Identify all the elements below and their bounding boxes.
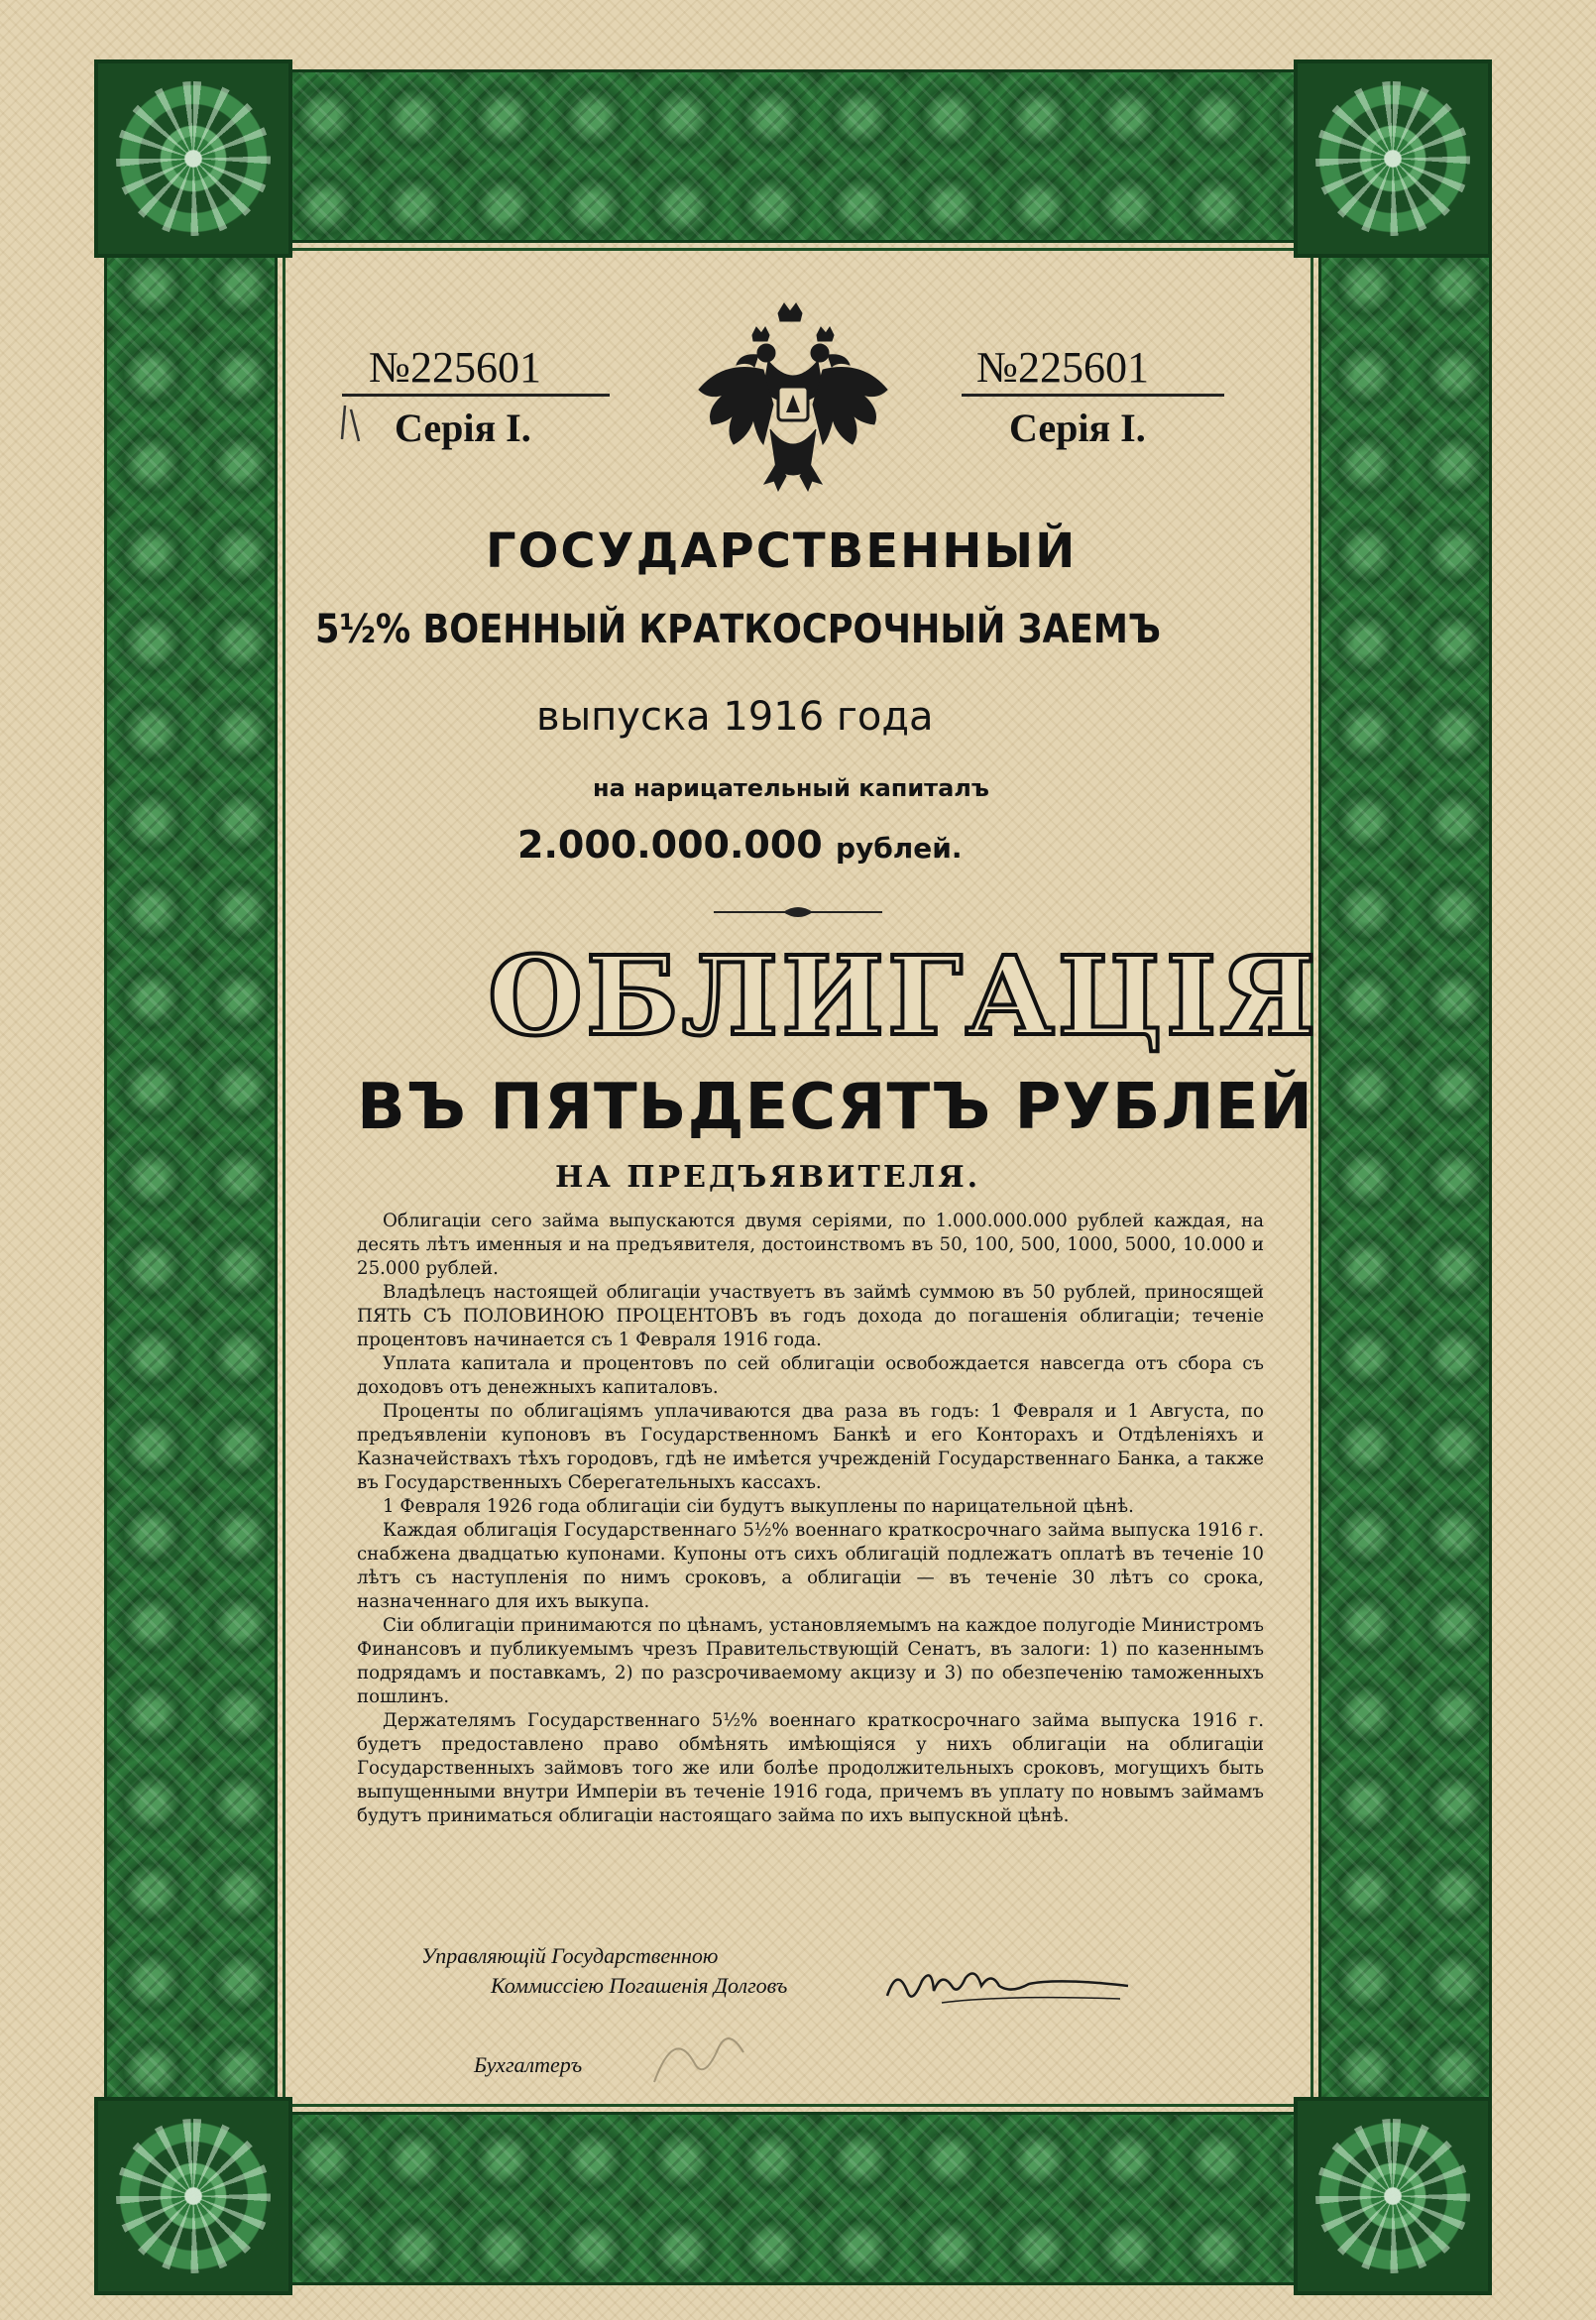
rosette-icon (1294, 59, 1492, 258)
bearer-label: НА ПРЕДЪЯВИТЕЛЯ. (555, 1160, 981, 1195)
rosette-icon (1294, 2097, 1492, 2295)
terms-paragraph: Каждая облигація Государственнаго 5½% военнаго краткосрочнаго займа выпуска 1916 г. снабжена двадцатью купонами. Купоны отъ сихъ облигацій подлежатъ оплатѣ въ теченіе 10 лѣтъ съ наступленія по нимъ сроковъ, а облигаціи — въ теченіе 30 лѣтъ со срока, назначеннаго для ихъ выкупа. (357, 1520, 1264, 1612)
double-headed-eagle-icon (689, 295, 897, 504)
signature-icon (882, 1961, 1140, 2011)
terms-text (357, 1210, 1264, 1828)
signature-label-accountant: Бухгалтеръ (474, 2052, 583, 2077)
bond-heading: ОБЛИГАЦІЯ (488, 932, 1319, 1060)
capital-amount (517, 823, 963, 867)
frame-right (1318, 238, 1492, 2122)
terms-paragraph: Уплата капитала и процентовъ по сей облигаціи освобождается навсегда отъ сбора съ доходовъ отъ денежныхъ капиталовъ. (357, 1353, 1264, 1398)
terms-paragraph: Облигаціи сего займа выпускаются двумя серіями, по 1.000.000.000 рублей каждая, на десять лѣтъ именныя и на предъявителя, достоинствомъ въ 50, 100, 500, 1000, 5000, 10.000 и 25.000 рублей. (357, 1211, 1264, 1279)
rosette-icon (94, 59, 292, 258)
title-line-2-text: ВОЕННЫЙ КРАТКОСРОЧНЫЙ ЗАЕМЪ (422, 607, 1161, 652)
divider (962, 394, 1224, 397)
bond-number-right: №225601 (976, 343, 1149, 392)
interest-rate: 5½% (315, 607, 411, 652)
series-right: Серія I. (1009, 406, 1146, 450)
ornament-divider-icon (714, 905, 882, 919)
frame-bottom (278, 2112, 1318, 2285)
terms-paragraph: Владѣлецъ настоящей облигаціи участвуетъ въ займѣ суммою въ 50 рублей, приносящей ПЯТЬ СЪ ПОЛОВИНОЮ ПРОЦЕНТОВЪ въ годъ дохода до погашенія облигаціи; теченіе процентовъ начинается съ 1 Февраля 1916 года. (357, 1282, 1264, 1350)
capital-amount-unit: рублей. (835, 832, 963, 865)
frame-top (278, 69, 1318, 243)
signature-label-manager: Управляющій Государственною (421, 1943, 719, 1968)
issue-year: выпуска 1916 года (536, 694, 934, 740)
capital-amount-value: 2.000.000.000 (517, 823, 823, 867)
series-left: Серія I. (395, 406, 531, 450)
divider (342, 394, 610, 397)
rosette-icon (94, 2097, 292, 2295)
bond-number-left: №225601 (369, 343, 541, 392)
signature-label-commission: Коммиссіею Погашенія Долговъ (491, 1973, 788, 1998)
denomination: ВЪ ПЯТЬДЕСЯТЪ РУБЛЕЙ (357, 1071, 1313, 1144)
terms-paragraph: 1 Февраля 1926 года облигаціи сіи будутъ выкуплены по нарицательной цѣнѣ. (383, 1496, 1134, 1517)
capital-label: на нарицательный капиталъ (593, 774, 989, 802)
terms-paragraph: Проценты по облигаціямъ уплачиваются два раза въ годъ: 1 Февраля и 1 Августа, по предъявленіи купоновъ въ Государственномъ Банкѣ и его Конторахъ и Отдѣленіяхъ и Казначействахъ тѣхъ городовъ, гдѣ не имѣется учрежденій Государственнаго Банка, а также въ Государственныхъ Сберегательныхъ кассахъ. (357, 1401, 1264, 1493)
terms-paragraph: Держателямъ Государственнаго 5½% военнаго краткосрочнаго займа выпуска 1916 г. будетъ предоставлено право обмѣнять имѣющіяся у нихъ облигаціи на облигаціи Государственныхъ займовъ того же или болѣе продолжительныхъ сроковъ, могущихъ быть выпущенными внутри Имперіи въ теченіе 1916 года, причемъ въ уплату по новымъ займамъ будутъ приниматься облигаціи настоящаго займа по ихъ выпускной цѣнѣ. (357, 1710, 1264, 1826)
title-line-1: ГОСУДАРСТВЕННЫЙ (486, 523, 1078, 579)
terms-paragraph: Сіи облигаціи принимаются по цѣнамъ, установляемымъ на каждое полугодіе Министромъ Финансовъ и публикуемымъ чрезъ Правительствующій Сенатъ, въ залоги: 1) по казеннымъ подрядамъ и поставкамъ, 2) по разсрочиваемому акцизу и 3) по обезпеченію таможенныхъ пошлинъ. (357, 1615, 1264, 1707)
faint-signature-icon (644, 2023, 753, 2097)
title-line-2 (315, 607, 1161, 652)
frame-left (104, 238, 278, 2122)
handwritten-mark-icon (337, 402, 367, 446)
